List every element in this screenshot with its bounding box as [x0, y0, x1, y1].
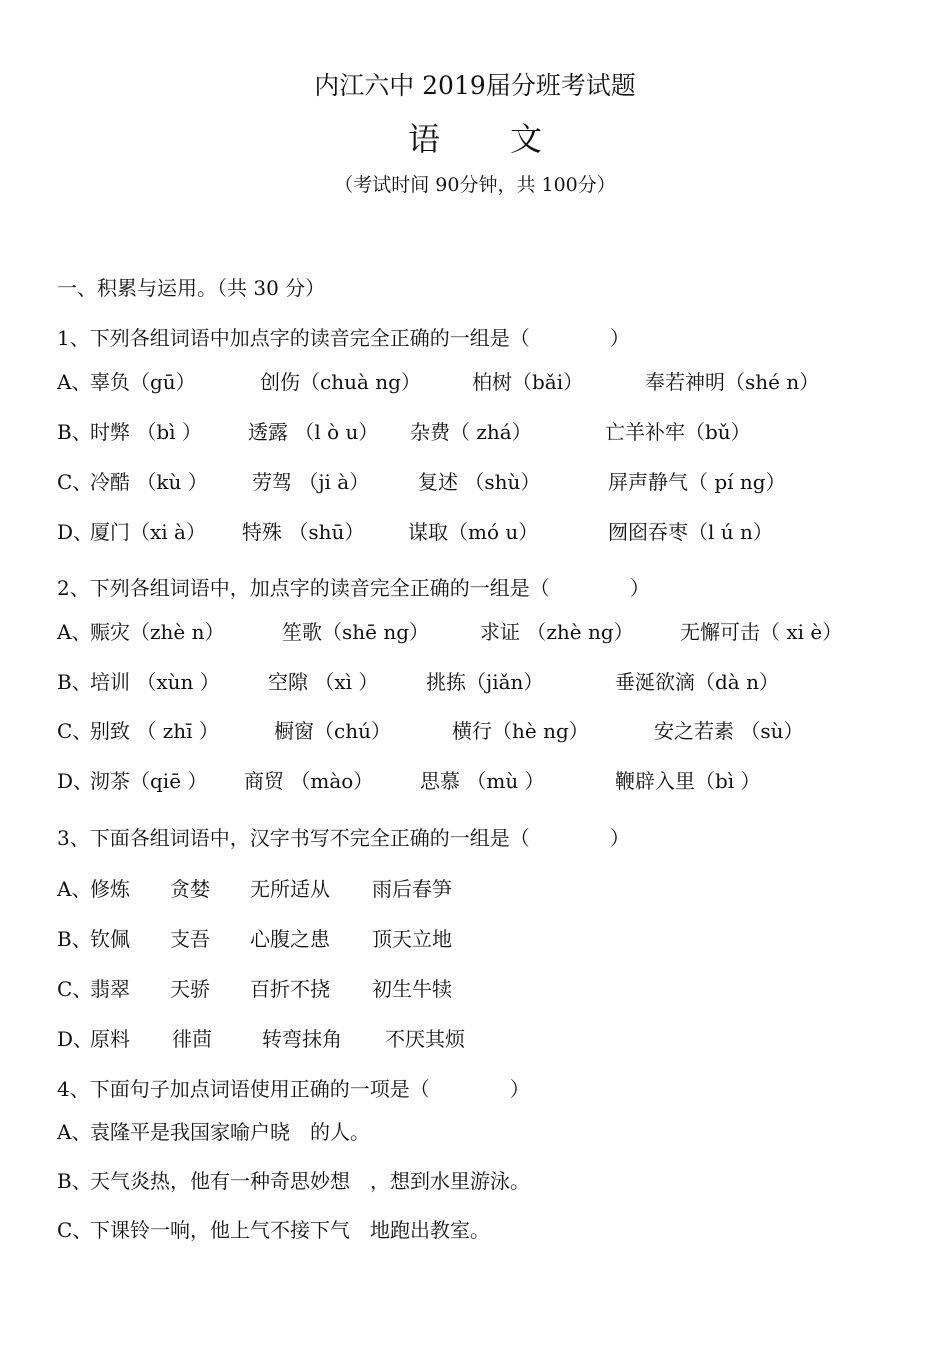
option-label: B、	[57, 1169, 92, 1193]
q1-d-item-4: 囫囵吞枣（l ú n）	[608, 520, 773, 544]
question-3-stem: 3、下面各组词语中，汉字书写不完全正确的一组是（ ）	[57, 826, 630, 850]
q2-b-item-2: 空隙 （xì ）	[268, 670, 379, 694]
q2-a-item-4: 无懈可击（ xi è）	[680, 620, 843, 644]
q2-d-item-1: 沏茶（qiē ）	[90, 769, 208, 793]
q2-d-item-2: 商贸 （mào）	[244, 769, 374, 793]
option-label: A、	[57, 877, 92, 901]
q3-b-item-2: 支吾	[170, 927, 210, 951]
option-label: C、	[57, 977, 93, 1001]
q3-c-item-2: 天骄	[170, 977, 210, 1001]
q1-a-item-4: 奉若神明（shé n）	[645, 370, 820, 394]
q1-d-item-3: 谋取（mó u）	[408, 520, 539, 544]
q1-b-item-2: 透露 （l ò u）	[248, 420, 379, 444]
q3-c-item-3: 百折不挠	[250, 977, 330, 1001]
q3-a-item-3: 无所适从	[250, 877, 330, 901]
q3-c-item-1: 翡翠	[90, 977, 130, 1001]
q3-a-item-1: 修炼	[90, 877, 130, 901]
q2-a-item-3: 求证 （zhè ng）	[480, 620, 634, 644]
q1-c-item-2: 劳驾 （ji à）	[252, 470, 370, 494]
subject-title: 语文	[407, 120, 612, 158]
q3-d-item-1: 原料	[90, 1027, 130, 1051]
option-label: C、	[57, 1218, 93, 1242]
q2-d-item-4: 鞭辟入里（bì ）	[615, 769, 761, 793]
q1-b-item-1: 时弊 （bì ）	[90, 420, 202, 444]
q2-c-item-4: 安之若素 （sù）	[654, 719, 804, 743]
option-label: D、	[57, 1027, 94, 1051]
section-heading: 一、积累与运用。（共 30 分）	[57, 276, 326, 300]
q3-b-item-1: 钦佩	[90, 927, 130, 951]
option-label: C、	[57, 470, 93, 494]
q4-b-text: 天气炎热，他有一种奇思妙想 ，想到水里游泳。	[90, 1169, 530, 1193]
question-4-stem: 4、下面句子加点词语使用正确的一项是（ ）	[57, 1077, 530, 1101]
q2-c-item-1: 别致 （ zhī ）	[90, 719, 219, 743]
q2-a-item-1: 赈灾（zhè n）	[90, 620, 225, 644]
option-label: D、	[57, 769, 94, 793]
option-label: A、	[57, 620, 92, 644]
option-label: A、	[57, 370, 92, 394]
exam-title: 内江六中 2019届分班考试题	[314, 71, 636, 100]
q3-a-item-4: 雨后春笋	[372, 877, 452, 901]
q1-b-item-3: 杂费（ zhá）	[410, 420, 532, 444]
q3-c-item-4: 初生牛犊	[372, 977, 452, 1001]
q2-b-item-1: 培训 （xùn ）	[90, 670, 220, 694]
q1-a-item-3: 柏树（bǎi）	[472, 370, 584, 394]
q1-b-item-4: 亡羊补牢（bǔ）	[605, 420, 751, 444]
q1-d-item-2: 特殊 （shū）	[242, 520, 365, 544]
q3-a-item-2: 贪婪	[170, 877, 210, 901]
option-label: B、	[57, 927, 92, 951]
q2-a-item-2: 笙歌（shē ng）	[282, 620, 430, 644]
question-2-stem: 2、下列各组词语中，加点字的读音完全正确的一组是（ ）	[57, 576, 650, 600]
q2-b-item-3: 挑拣（jiǎn）	[426, 670, 544, 694]
q4-a-text: 袁隆平是我国家喻户晓 的人。	[90, 1120, 370, 1144]
q1-d-item-1: 厦门（xi à）	[90, 520, 206, 544]
q1-c-item-3: 复述 （shù）	[418, 470, 541, 494]
q1-c-item-4: 屏声静气（ pí ng）	[608, 470, 786, 494]
q1-c-item-1: 冷酷 （kù ）	[90, 470, 208, 494]
option-label: B、	[57, 420, 92, 444]
q3-b-item-4: 顶天立地	[372, 927, 452, 951]
option-label: C、	[57, 719, 93, 743]
q1-a-item-1: 辜负（gū）	[90, 370, 196, 394]
q4-c-text: 下课铃一响，他上气不接下气 地跑出教室。	[90, 1218, 490, 1242]
option-label: A、	[57, 1120, 92, 1144]
option-label: B、	[57, 670, 92, 694]
q3-d-item-2: 徘茴	[172, 1027, 212, 1051]
q3-d-item-4: 不厌其烦	[385, 1027, 465, 1051]
q2-d-item-3: 思慕 （mù ）	[420, 769, 545, 793]
q1-a-item-2: 创伤（chuà ng）	[260, 370, 421, 394]
q3-b-item-3: 心腹之患	[250, 927, 330, 951]
q2-c-item-3: 横行（hè ng）	[452, 719, 589, 743]
q2-c-item-2: 橱窗（chú）	[274, 719, 391, 743]
option-label: D、	[57, 520, 94, 544]
exam-info: （考试时间 90分钟，共 100分）	[334, 174, 616, 196]
question-1-stem: 1、下列各组词语中加点字的读音完全正确的一组是（ ）	[57, 326, 630, 350]
q3-d-item-3: 转弯抹角	[262, 1027, 342, 1051]
q2-b-item-4: 垂涎欲滴（dà n）	[615, 670, 779, 694]
